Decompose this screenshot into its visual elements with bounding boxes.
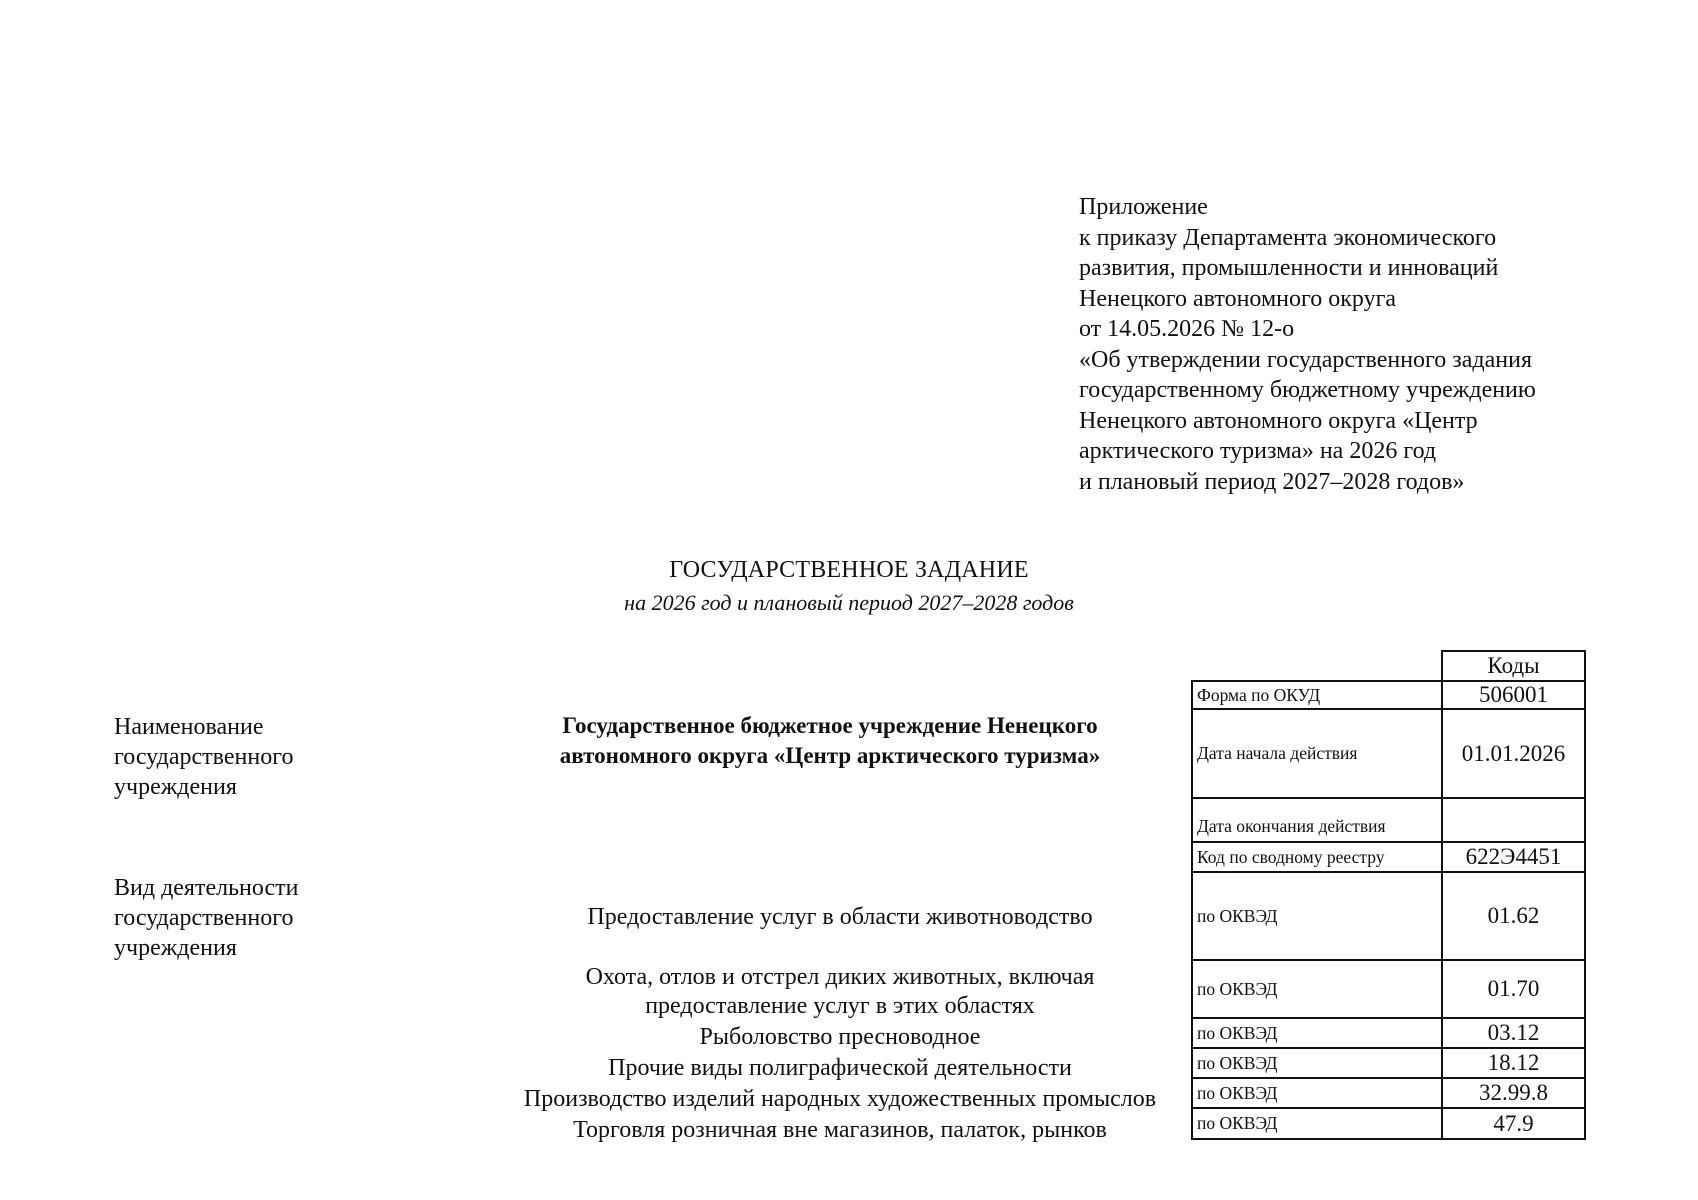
activity-item: Торговля розничная вне магазинов, палаток, рынков xyxy=(573,1117,1107,1143)
appendix-line: и плановый период 2027–2028 годов» xyxy=(1079,468,1465,495)
code-row-label: Дата начала действия xyxy=(1191,708,1443,799)
activity-item: Охота, отлов и отстрел диких животных, включая xyxy=(585,964,1095,990)
appendix-line: к приказу Департамента экономического xyxy=(1079,224,1497,251)
activity-item: предоставление услуг в этих областях xyxy=(645,993,1035,1019)
code-row-value: 506001 xyxy=(1441,680,1586,710)
code-row-label: Дата окончания действия xyxy=(1191,797,1443,843)
code-row-value: 18.12 xyxy=(1441,1047,1586,1079)
title-main: ГОСУДАРСТВЕННОЕ ЗАДАНИЕ xyxy=(669,557,1029,583)
institution-name-line: автономного округа «Центр арктического туризма» xyxy=(559,743,1101,768)
institution-label-line: учреждения xyxy=(114,774,237,800)
code-row-value: 03.12 xyxy=(1441,1017,1586,1049)
activity-item: Прочие виды полиграфической деятельности xyxy=(608,1055,1072,1081)
code-row-value xyxy=(1441,797,1586,843)
appendix-line: Ненецкого автономного округа xyxy=(1079,285,1397,312)
codes-header: Коды xyxy=(1441,650,1586,682)
activity-label xyxy=(114,873,298,963)
appendix-line: Приложение xyxy=(1079,194,1208,220)
institution-name xyxy=(455,711,1205,771)
institution-label xyxy=(114,712,293,802)
activity-label-line: учреждения xyxy=(114,935,237,961)
appendix-line: государственному бюджетному учреждению xyxy=(1079,377,1536,403)
activity-label-line: государственного xyxy=(114,905,294,931)
code-row-label: по ОКВЭД xyxy=(1191,1077,1443,1109)
activity-item: Предоставление услуг в области животноводство xyxy=(587,904,1093,930)
code-row-value: 01.62 xyxy=(1441,871,1586,961)
code-row-value: 32.99.8 xyxy=(1441,1077,1586,1109)
title-subtitle: на 2026 год и плановый период 2027–2028 годов xyxy=(624,590,1074,615)
activity-item: Производство изделий народных художественных промыслов xyxy=(523,1086,1157,1112)
appendix-block xyxy=(1079,192,1639,497)
code-row-value: 622Э4451 xyxy=(1441,841,1586,873)
appendix-line: арктического туризма» на 2026 год xyxy=(1079,438,1437,464)
institution-label-line: Наименование xyxy=(114,714,264,740)
code-row-label: по ОКВЭД xyxy=(1191,871,1443,961)
appendix-line: Ненецкого автономного округа «Центр xyxy=(1079,407,1478,434)
code-row-value: 01.01.2026 xyxy=(1441,708,1586,799)
activity-label-line: Вид деятельности xyxy=(114,875,299,901)
code-row-label: по ОКВЭД xyxy=(1191,959,1443,1019)
code-row-label: по ОКВЭД xyxy=(1191,1107,1443,1140)
appendix-line: «Об утверждении государственного задания xyxy=(1079,346,1533,373)
appendix-line: от 14.05.2026 № 12-о xyxy=(1079,316,1295,342)
code-row-label: по ОКВЭД xyxy=(1191,1047,1443,1079)
institution-label-line: государственного xyxy=(114,744,294,770)
code-row-label: Код по сводному реестру xyxy=(1191,841,1443,873)
code-row-label: Форма по ОКУД xyxy=(1191,680,1443,710)
code-row-value: 47.9 xyxy=(1441,1107,1586,1140)
institution-name-line: Государственное бюджетное учреждение Ненецкого xyxy=(562,713,1098,738)
appendix-line: развития, промышленности и инноваций xyxy=(1079,255,1499,281)
code-row-label: по ОКВЭД xyxy=(1191,1017,1443,1049)
code-row-value: 01.70 xyxy=(1441,959,1586,1019)
activity-item: Рыболовство пресноводное xyxy=(699,1024,981,1050)
